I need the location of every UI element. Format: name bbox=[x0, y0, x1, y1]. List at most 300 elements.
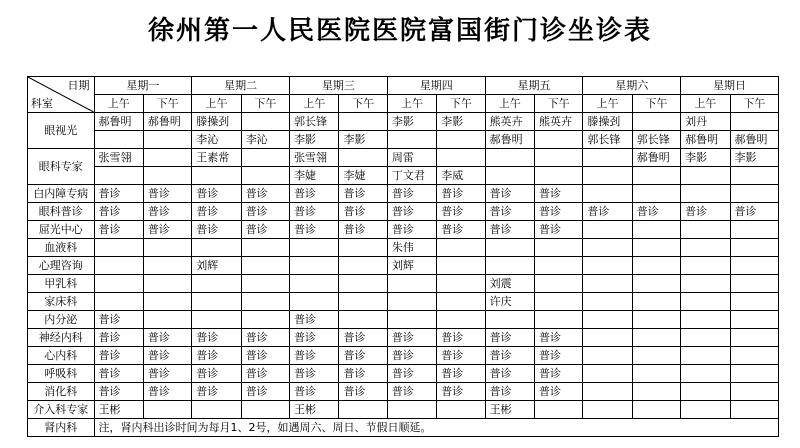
am-header: 上午 bbox=[94, 95, 143, 113]
schedule-cell bbox=[730, 239, 778, 257]
schedule-cell: 普诊 bbox=[437, 221, 485, 239]
schedule-cell bbox=[681, 167, 730, 185]
schedule-cell bbox=[583, 365, 632, 383]
schedule-cell bbox=[583, 257, 632, 275]
schedule-cell bbox=[339, 113, 387, 131]
schedule-cell bbox=[192, 275, 241, 293]
schedule-cell bbox=[730, 401, 778, 419]
schedule-cell bbox=[339, 401, 387, 419]
schedule-cell bbox=[632, 329, 680, 347]
schedule-cell bbox=[632, 113, 680, 131]
schedule-cell: 普诊 bbox=[290, 347, 339, 365]
schedule-cell bbox=[387, 311, 436, 329]
schedule-cell bbox=[534, 311, 582, 329]
pm-header: 下午 bbox=[143, 95, 191, 113]
pm-header: 下午 bbox=[632, 95, 680, 113]
schedule-cell bbox=[192, 293, 241, 311]
schedule-cell: 普诊 bbox=[192, 221, 241, 239]
schedule-cell: 郭长锋 bbox=[632, 131, 680, 149]
schedule-cell bbox=[437, 257, 485, 275]
schedule-cell: 普诊 bbox=[681, 203, 730, 221]
schedule-cell: 普诊 bbox=[143, 329, 191, 347]
schedule-cell: 张雪翎 bbox=[94, 149, 143, 167]
schedule-cell bbox=[241, 401, 289, 419]
schedule-cell bbox=[94, 275, 143, 293]
schedule-cell bbox=[339, 311, 387, 329]
schedule-cell bbox=[730, 113, 778, 131]
schedule-cell bbox=[681, 401, 730, 419]
schedule-cell: 王彬 bbox=[290, 401, 339, 419]
schedule-cell: 普诊 bbox=[241, 383, 289, 401]
schedule-cell bbox=[143, 311, 191, 329]
schedule-cell: 普诊 bbox=[241, 203, 289, 221]
schedule-cell bbox=[241, 239, 289, 257]
schedule-cell bbox=[730, 221, 778, 239]
schedule-cell bbox=[241, 257, 289, 275]
schedule-cell bbox=[681, 293, 730, 311]
schedule-cell bbox=[241, 149, 289, 167]
schedule-cell bbox=[387, 275, 436, 293]
schedule-cell: 普诊 bbox=[94, 383, 143, 401]
schedule-cell: 普诊 bbox=[534, 347, 582, 365]
dept-label: 眼科专家 bbox=[28, 149, 95, 185]
dept-label: 眼科普诊 bbox=[28, 203, 95, 221]
table-row bbox=[28, 401, 779, 419]
schedule-cell bbox=[143, 257, 191, 275]
schedule-cell: 熊英卉 bbox=[534, 113, 582, 131]
schedule-cell: 普诊 bbox=[387, 221, 436, 239]
schedule-cell bbox=[632, 257, 680, 275]
schedule-cell bbox=[534, 239, 582, 257]
am-header: 上午 bbox=[290, 95, 339, 113]
schedule-cell: 普诊 bbox=[387, 203, 436, 221]
schedule-cell: 普诊 bbox=[485, 203, 534, 221]
am-header: 上午 bbox=[387, 95, 436, 113]
schedule-cell bbox=[583, 221, 632, 239]
schedule-cell: 普诊 bbox=[534, 329, 582, 347]
schedule-cell bbox=[485, 257, 534, 275]
schedule-cell bbox=[387, 131, 436, 149]
schedule-cell: 普诊 bbox=[143, 203, 191, 221]
schedule-cell: 李影 bbox=[437, 113, 485, 131]
dept-label: 血液科 bbox=[28, 239, 95, 257]
schedule-cell bbox=[437, 131, 485, 149]
schedule-cell: 普诊 bbox=[534, 203, 582, 221]
schedule-cell bbox=[241, 293, 289, 311]
schedule-cell: 李威 bbox=[437, 167, 485, 185]
schedule-cell bbox=[730, 275, 778, 293]
schedule-cell bbox=[241, 311, 289, 329]
schedule-cell: 普诊 bbox=[192, 185, 241, 203]
schedule-cell bbox=[730, 293, 778, 311]
schedule-cell bbox=[730, 257, 778, 275]
schedule-cell bbox=[583, 311, 632, 329]
schedule-cell bbox=[290, 239, 339, 257]
am-header: 上午 bbox=[485, 95, 534, 113]
table-row bbox=[28, 203, 779, 221]
schedule-cell bbox=[143, 275, 191, 293]
table-row bbox=[28, 239, 779, 257]
schedule-cell: 普诊 bbox=[534, 185, 582, 203]
schedule-cell: 普诊 bbox=[241, 329, 289, 347]
schedule-cell: 普诊 bbox=[339, 347, 387, 365]
schedule-cell: 普诊 bbox=[485, 383, 534, 401]
schedule-cell bbox=[681, 257, 730, 275]
schedule-cell bbox=[583, 293, 632, 311]
schedule-cell: 普诊 bbox=[437, 365, 485, 383]
schedule-cell bbox=[681, 239, 730, 257]
dept-label: 甲乳科 bbox=[28, 275, 95, 293]
schedule-cell bbox=[681, 347, 730, 365]
schedule-cell: 李沁 bbox=[192, 131, 241, 149]
day-header: 星期六 bbox=[583, 77, 681, 95]
schedule-cell bbox=[632, 311, 680, 329]
dept-label: 白内障专病 bbox=[28, 185, 95, 203]
table-row bbox=[28, 347, 779, 365]
schedule-cell bbox=[632, 401, 680, 419]
header-row-halfday bbox=[28, 95, 779, 113]
schedule-cell bbox=[583, 401, 632, 419]
schedule-cell: 普诊 bbox=[143, 347, 191, 365]
schedule-cell bbox=[632, 221, 680, 239]
schedule-cell bbox=[94, 257, 143, 275]
schedule-cell bbox=[534, 401, 582, 419]
schedule-cell: 滕操刭 bbox=[192, 113, 241, 131]
schedule-cell: 普诊 bbox=[485, 365, 534, 383]
schedule-cell bbox=[632, 365, 680, 383]
schedule-cell bbox=[192, 401, 241, 419]
table-row bbox=[28, 293, 779, 311]
schedule-cell bbox=[143, 131, 191, 149]
schedule-cell: 普诊 bbox=[192, 329, 241, 347]
schedule-cell: 普诊 bbox=[94, 185, 143, 203]
schedule-cell: 普诊 bbox=[583, 203, 632, 221]
schedule-cell: 普诊 bbox=[339, 365, 387, 383]
schedule-cell: 普诊 bbox=[290, 185, 339, 203]
schedule-cell bbox=[437, 401, 485, 419]
schedule-cell: 普诊 bbox=[339, 203, 387, 221]
schedule-cell bbox=[632, 167, 680, 185]
schedule-cell bbox=[485, 167, 534, 185]
schedule-cell bbox=[730, 185, 778, 203]
schedule-cell: 郝鲁明 bbox=[681, 131, 730, 149]
schedule-cell bbox=[290, 257, 339, 275]
schedule-cell bbox=[632, 185, 680, 203]
table-row bbox=[28, 113, 779, 131]
schedule-cell: 普诊 bbox=[94, 311, 143, 329]
schedule-cell: 郝鲁明 bbox=[485, 131, 534, 149]
schedule-cell bbox=[583, 239, 632, 257]
schedule-cell: 刘震 bbox=[485, 275, 534, 293]
schedule-cell bbox=[339, 275, 387, 293]
schedule-cell: 李影 bbox=[730, 149, 778, 167]
schedule-cell: 郝鲁明 bbox=[632, 149, 680, 167]
schedule-cell bbox=[583, 275, 632, 293]
schedule-cell bbox=[192, 311, 241, 329]
schedule-cell: 普诊 bbox=[730, 203, 778, 221]
schedule-cell: 普诊 bbox=[290, 221, 339, 239]
schedule-cell: 普诊 bbox=[241, 347, 289, 365]
table-row bbox=[28, 131, 779, 149]
dept-label: 消化科 bbox=[28, 383, 95, 401]
pm-header: 下午 bbox=[534, 95, 582, 113]
header-row-days bbox=[28, 77, 779, 95]
schedule-cell: 李婕 bbox=[290, 167, 339, 185]
schedule-cell bbox=[143, 293, 191, 311]
schedule-cell: 普诊 bbox=[485, 185, 534, 203]
schedule-cell bbox=[681, 311, 730, 329]
schedule-cell: 李婕 bbox=[339, 167, 387, 185]
schedule-cell: 普诊 bbox=[485, 329, 534, 347]
schedule-cell bbox=[339, 293, 387, 311]
day-header: 星期五 bbox=[485, 77, 583, 95]
schedule-cell bbox=[290, 275, 339, 293]
dept-label: 介入科专家 bbox=[28, 401, 95, 419]
schedule-cell: 李影 bbox=[387, 113, 436, 131]
table-row bbox=[28, 167, 779, 185]
schedule-cell: 普诊 bbox=[192, 365, 241, 383]
schedule-cell: 滕操刭 bbox=[583, 113, 632, 131]
schedule-cell bbox=[681, 275, 730, 293]
schedule-cell: 普诊 bbox=[290, 311, 339, 329]
schedule-cell: 普诊 bbox=[437, 185, 485, 203]
schedule-cell: 李沁 bbox=[241, 131, 289, 149]
schedule-cell bbox=[583, 185, 632, 203]
schedule-cell bbox=[534, 149, 582, 167]
dept-label: 家床科 bbox=[28, 293, 95, 311]
schedule-cell bbox=[583, 329, 632, 347]
schedule-cell: 普诊 bbox=[143, 185, 191, 203]
schedule-cell: 刘辉 bbox=[387, 257, 436, 275]
schedule-cell bbox=[437, 239, 485, 257]
schedule-cell: 普诊 bbox=[387, 347, 436, 365]
schedule-cell: 普诊 bbox=[94, 365, 143, 383]
schedule-cell: 普诊 bbox=[143, 365, 191, 383]
schedule-cell bbox=[681, 185, 730, 203]
schedule-cell bbox=[583, 167, 632, 185]
schedule-cell: 普诊 bbox=[534, 383, 582, 401]
schedule-cell: 普诊 bbox=[192, 347, 241, 365]
schedule-cell bbox=[387, 401, 436, 419]
dept-label: 屈光中心 bbox=[28, 221, 95, 239]
schedule-cell bbox=[730, 383, 778, 401]
schedule-cell: 普诊 bbox=[387, 365, 436, 383]
schedule-cell: 李影 bbox=[681, 149, 730, 167]
pm-header: 下午 bbox=[437, 95, 485, 113]
schedule-cell bbox=[94, 293, 143, 311]
schedule-cell: 普诊 bbox=[437, 347, 485, 365]
dept-label: 心内科 bbox=[28, 347, 95, 365]
schedule-cell: 郝鲁明 bbox=[143, 113, 191, 131]
schedule-cell: 普诊 bbox=[94, 347, 143, 365]
schedule-cell bbox=[583, 149, 632, 167]
table-row bbox=[28, 365, 779, 383]
day-header: 星期四 bbox=[387, 77, 485, 95]
schedule-cell: 王彬 bbox=[94, 401, 143, 419]
schedule-cell: 郝鲁明 bbox=[730, 131, 778, 149]
schedule-cell bbox=[534, 293, 582, 311]
schedule-cell bbox=[241, 167, 289, 185]
schedule-cell: 普诊 bbox=[290, 383, 339, 401]
schedule-cell bbox=[632, 347, 680, 365]
schedule-cell: 普诊 bbox=[94, 221, 143, 239]
table-row bbox=[28, 311, 779, 329]
day-header: 星期二 bbox=[192, 77, 290, 95]
schedule-cell: 周雷 bbox=[387, 149, 436, 167]
schedule-cell: 普诊 bbox=[241, 185, 289, 203]
schedule-cell: 普诊 bbox=[241, 221, 289, 239]
schedule-cell bbox=[143, 167, 191, 185]
schedule-cell bbox=[339, 149, 387, 167]
schedule-cell bbox=[192, 239, 241, 257]
schedule-cell: 李影 bbox=[290, 131, 339, 149]
schedule-cell: 朱伟 bbox=[387, 239, 436, 257]
schedule-cell bbox=[632, 275, 680, 293]
schedule-cell: 普诊 bbox=[437, 383, 485, 401]
table-row bbox=[28, 221, 779, 239]
schedule-cell bbox=[437, 293, 485, 311]
schedule-cell bbox=[681, 365, 730, 383]
schedule-cell bbox=[192, 167, 241, 185]
schedule-cell bbox=[681, 221, 730, 239]
dept-label: 内分泌 bbox=[28, 311, 95, 329]
schedule-cell: 普诊 bbox=[192, 203, 241, 221]
schedule-cell bbox=[437, 311, 485, 329]
schedule-cell bbox=[94, 239, 143, 257]
page-title: 徐州第一人民医院医院富国街门诊坐诊表 bbox=[147, 16, 652, 46]
day-header: 星期一 bbox=[94, 77, 192, 95]
schedule-cell bbox=[241, 113, 289, 131]
schedule-cell: 张雪翎 bbox=[290, 149, 339, 167]
schedule-cell: 郭长锋 bbox=[583, 131, 632, 149]
schedule-cell bbox=[632, 383, 680, 401]
schedule-cell bbox=[94, 131, 143, 149]
schedule-cell bbox=[681, 329, 730, 347]
schedule-cell: 普诊 bbox=[339, 221, 387, 239]
footer-note: 注，肾内科出诊时间为每月1、2号，如遇周六、周日、节假日顺延。 bbox=[94, 419, 778, 437]
schedule-cell: 李影 bbox=[339, 131, 387, 149]
schedule-cell: 普诊 bbox=[290, 203, 339, 221]
schedule-cell: 普诊 bbox=[485, 221, 534, 239]
am-header: 上午 bbox=[583, 95, 632, 113]
schedule-cell bbox=[437, 275, 485, 293]
schedule-cell bbox=[730, 365, 778, 383]
table-row bbox=[28, 275, 779, 293]
schedule-cell: 普诊 bbox=[192, 383, 241, 401]
schedule-cell bbox=[339, 257, 387, 275]
table-row bbox=[28, 149, 779, 167]
schedule-cell bbox=[583, 347, 632, 365]
am-header: 上午 bbox=[681, 95, 730, 113]
schedule-cell: 普诊 bbox=[632, 203, 680, 221]
schedule-cell: 刘丹 bbox=[681, 113, 730, 131]
schedule-cell: 普诊 bbox=[387, 185, 436, 203]
schedule-cell bbox=[339, 239, 387, 257]
schedule-cell: 普诊 bbox=[485, 347, 534, 365]
corner-label-date: 日期 bbox=[67, 79, 90, 92]
schedule-cell: 普诊 bbox=[534, 365, 582, 383]
day-header: 星期日 bbox=[681, 77, 779, 95]
schedule-cell: 普诊 bbox=[339, 329, 387, 347]
schedule-cell: 普诊 bbox=[437, 329, 485, 347]
schedule-cell bbox=[143, 149, 191, 167]
schedule-cell: 王彬 bbox=[485, 401, 534, 419]
schedule-cell: 普诊 bbox=[387, 383, 436, 401]
schedule-cell bbox=[437, 149, 485, 167]
schedule-cell bbox=[730, 167, 778, 185]
dept-label: 肾内科 bbox=[28, 419, 95, 437]
schedule-cell: 刘辉 bbox=[192, 257, 241, 275]
schedule-cell bbox=[534, 275, 582, 293]
schedule-cell: 许庆 bbox=[485, 293, 534, 311]
dept-label: 眼视光 bbox=[28, 113, 95, 149]
schedule-cell: 普诊 bbox=[387, 329, 436, 347]
schedule-cell bbox=[143, 239, 191, 257]
schedule-cell bbox=[387, 293, 436, 311]
am-header: 上午 bbox=[192, 95, 241, 113]
schedule-cell: 普诊 bbox=[143, 221, 191, 239]
schedule-cell bbox=[583, 383, 632, 401]
schedule-cell bbox=[241, 275, 289, 293]
schedule-cell bbox=[143, 401, 191, 419]
schedule-cell: 郝鲁明 bbox=[94, 113, 143, 131]
schedule-cell: 丁文君 bbox=[387, 167, 436, 185]
schedule-cell: 郭长锋 bbox=[290, 113, 339, 131]
pm-header: 下午 bbox=[730, 95, 778, 113]
schedule-cell bbox=[681, 383, 730, 401]
schedule-cell bbox=[534, 131, 582, 149]
pm-header: 下午 bbox=[339, 95, 387, 113]
schedule-cell: 普诊 bbox=[241, 365, 289, 383]
schedule-cell: 王素常 bbox=[192, 149, 241, 167]
schedule-cell: 普诊 bbox=[94, 329, 143, 347]
schedule-cell: 普诊 bbox=[290, 329, 339, 347]
table-row bbox=[28, 185, 779, 203]
corner-label-dept: 科室 bbox=[31, 97, 53, 110]
schedule-cell: 普诊 bbox=[534, 221, 582, 239]
schedule-cell: 普诊 bbox=[290, 365, 339, 383]
schedule-cell bbox=[485, 149, 534, 167]
schedule-cell bbox=[730, 347, 778, 365]
schedule-cell: 普诊 bbox=[437, 203, 485, 221]
dept-label: 呼吸科 bbox=[28, 365, 95, 383]
table-row bbox=[28, 257, 779, 275]
corner-cell bbox=[28, 77, 95, 113]
schedule-cell bbox=[730, 311, 778, 329]
schedule-cell: 普诊 bbox=[339, 383, 387, 401]
schedule-cell bbox=[534, 257, 582, 275]
schedule-cell bbox=[94, 167, 143, 185]
footer-row bbox=[28, 419, 779, 437]
schedule-cell bbox=[485, 311, 534, 329]
schedule-cell bbox=[290, 293, 339, 311]
schedule-cell bbox=[534, 167, 582, 185]
table-row bbox=[28, 383, 779, 401]
pm-header: 下午 bbox=[241, 95, 289, 113]
schedule-cell bbox=[632, 239, 680, 257]
dept-label: 心理咨询 bbox=[28, 257, 95, 275]
schedule-table bbox=[27, 76, 779, 437]
day-header: 星期三 bbox=[290, 77, 388, 95]
schedule-cell bbox=[730, 329, 778, 347]
schedule-cell bbox=[632, 293, 680, 311]
table-row bbox=[28, 329, 779, 347]
schedule-cell: 熊英卉 bbox=[485, 113, 534, 131]
schedule-cell: 普诊 bbox=[94, 203, 143, 221]
dept-label: 神经内科 bbox=[28, 329, 95, 347]
schedule-cell bbox=[485, 239, 534, 257]
schedule-cell: 普诊 bbox=[339, 185, 387, 203]
